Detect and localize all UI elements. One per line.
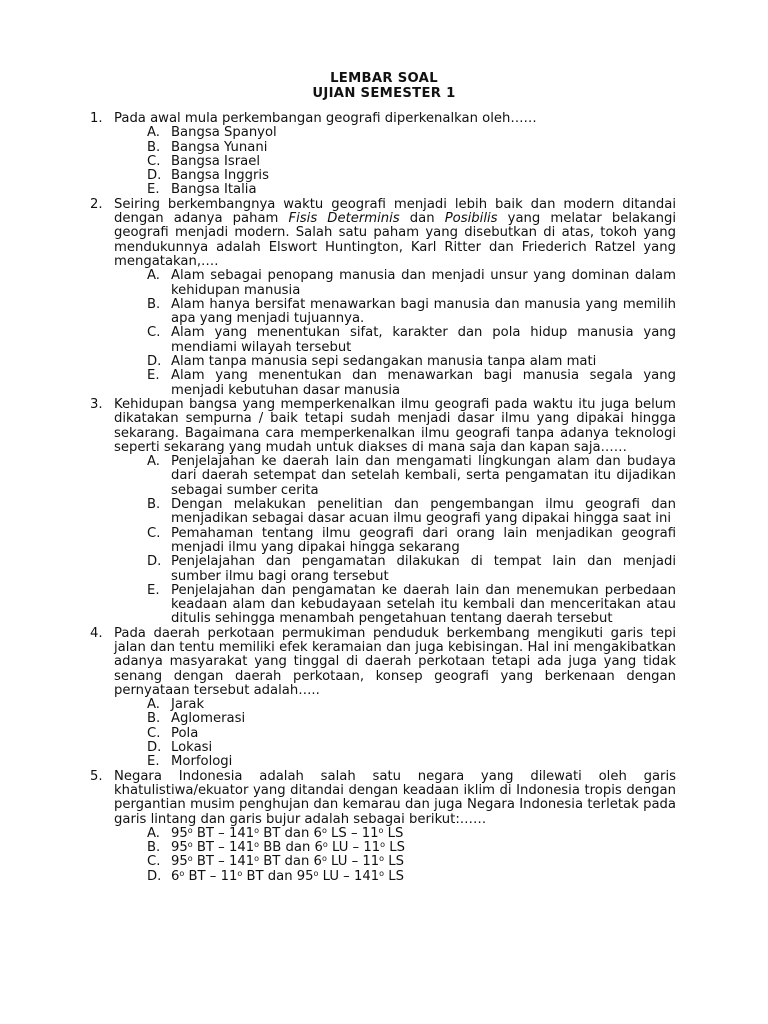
option-d: [114, 169, 676, 183]
coordinate-value: 95: [171, 854, 188, 870]
coordinate-value: 141: [228, 854, 255, 870]
option-letter: E.: [147, 182, 160, 198]
option-text: Dengan melakukan penelitian dan pengembangan ilmu geografi dan menjadikan sebagai dasar acuan ilmu geografi yang dipakai hingga saat ini: [171, 497, 676, 527]
option-text: Penjelajahan dan pengamatan ke daerah lain dan menemukan perbedaan keadaan alam dan kebudayaan setelah itu kembali dan menceritakan atau ditulis sehingga menambah pengetahuan tentang daerah tersebut: [171, 582, 676, 627]
option-letter: C.: [147, 525, 161, 541]
question-2: [90, 198, 676, 398]
degree-symbol: o: [378, 825, 384, 835]
coordinate-unit: LS –: [326, 825, 362, 841]
option-c: [114, 155, 676, 169]
option-text: Alam tanpa manusia sepi sedangakan manusia tanpa alam mati: [171, 354, 597, 370]
option-a: [114, 269, 676, 298]
degree-symbol: o: [380, 840, 386, 850]
degree-symbol: o: [254, 840, 260, 850]
degree-symbol: o: [254, 825, 260, 835]
coordinate-value: 11: [220, 868, 238, 884]
option-a: [114, 455, 676, 498]
option-letter: D.: [147, 868, 162, 884]
coordinate-value: 141: [228, 825, 255, 841]
option-text: Alam yang menentukan sifat, karakter dan pola hidup manusia yang mendiami wilayah tersebut: [171, 325, 676, 355]
option-text: Penjelajahan dan pengamatan dilakukan di tempat lain dan menjadi sumber ilmu bagi orang tersebut: [171, 554, 676, 584]
option-letter: A.: [147, 125, 160, 141]
question-1: [90, 112, 676, 198]
option-text: Alam sebagai penopang manusia dan menjadi unsur yang dominan dalam kehidupan manusia: [171, 268, 676, 298]
option-letter: E.: [147, 368, 160, 384]
question-number: 5.: [90, 768, 103, 784]
option-a: [114, 827, 676, 841]
option-text: Bangsa Israel: [171, 153, 261, 169]
option-letter: D.: [147, 740, 162, 756]
coordinate-value: 11: [363, 840, 381, 856]
coordinate-value: 141: [353, 868, 380, 884]
option-text: Lokasi: [171, 740, 213, 756]
question-5: [90, 770, 676, 884]
option-text: Alam yang menentukan dan menawarkan bagi manusia segala yang menjadi kebutuhan dasar manusia: [171, 368, 676, 398]
option-c: [114, 527, 676, 556]
option-letter: D.: [147, 554, 162, 570]
coordinate-value: 6: [314, 840, 323, 856]
option-letter: C.: [147, 153, 161, 169]
coordinate-value: 95: [171, 840, 188, 856]
option-text: [171, 854, 404, 869]
question-text: [114, 198, 676, 269]
degree-symbol: o: [379, 854, 385, 864]
coordinate-value: 95: [171, 825, 188, 841]
option-b: [114, 712, 676, 726]
question-text: Kehidupan bangsa yang memperkenalkan ilmu geografi pada waktu itu juga belum dikatakan sempurna / baik tetapi sudah menjadi dasar ilmu yang dipakai hingga sekarang. Bagaimana cara memperkenalkan ilmu geografi tanpa adanya teknologi seperti sekarang yang mudah untuk diakses di mana saja dan kapan saja……: [114, 396, 676, 455]
option-text: Morfologi: [171, 754, 233, 770]
degree-symbol: o: [313, 868, 319, 878]
option-e: [114, 755, 676, 769]
option-letter: E.: [147, 754, 160, 770]
degree-symbol: o: [237, 868, 243, 878]
coordinate-unit: BT –: [192, 825, 229, 841]
coordinate-unit: LU –: [318, 868, 354, 884]
option-letter: A.: [147, 697, 160, 713]
question-text-part: yang melatar belakangi geografi menjadi modern. Salah satu paham yang disebutkan di atas, tokoh yang mendukunnya adalah Elswort Huntington, Karl Ritter dan Friederich Ratzel yang mengatakan,….: [114, 211, 676, 269]
option-text: [171, 869, 404, 884]
coordinate-value: 95: [296, 868, 314, 884]
question-number: 3.: [90, 396, 103, 412]
option-letter: B.: [147, 840, 161, 856]
option-letter: C.: [147, 325, 161, 341]
coordinate-unit: LS: [384, 868, 404, 884]
option-b: [114, 498, 676, 527]
option-list: [114, 827, 676, 884]
option-b: [114, 841, 676, 855]
option-letter: B.: [147, 139, 161, 155]
option-letter: A.: [147, 268, 160, 284]
option-a: [114, 126, 676, 140]
coordinate-unit: LU –: [327, 840, 364, 856]
option-text: Bangsa Inggris: [171, 168, 269, 184]
option-list: [114, 269, 676, 398]
option-letter: A.: [147, 454, 160, 470]
option-text: Bangsa Spanyol: [171, 125, 277, 141]
option-list: [114, 455, 676, 627]
option-b: [114, 298, 676, 327]
coordinate-value: 11: [361, 825, 379, 841]
degree-symbol: o: [187, 825, 193, 835]
coordinate-unit: BT –: [184, 868, 221, 884]
option-text: Bangsa Yunani: [171, 139, 268, 155]
coordinate-unit: LU –: [326, 854, 363, 870]
coordinate-value: 141: [228, 840, 255, 856]
option-d: [114, 555, 676, 584]
coordinate-unit: BT –: [192, 840, 229, 856]
option-text: [171, 840, 405, 855]
option-letter: B.: [147, 296, 161, 312]
option-text: Alam hanya bersifat menawarkan bagi manusia dan manusia yang memilih apa yang menjadi tujuannya.: [171, 296, 676, 327]
coordinate-value: 6: [313, 825, 322, 841]
question-number: 1.: [90, 111, 103, 126]
coordinate-unit: BB dan: [259, 840, 315, 856]
coordinate-unit: LS: [383, 825, 404, 841]
option-letter: E.: [147, 582, 160, 598]
question-text-part: dan: [399, 211, 445, 227]
option-text: Pola: [171, 725, 199, 741]
degree-symbol: o: [379, 868, 385, 878]
degree-symbol: o: [321, 825, 327, 835]
option-letter: D.: [147, 168, 162, 184]
coordinate-value: 11: [362, 854, 380, 870]
option-text: Pemahaman tentang ilmu geografi dari orang lain menjadikan geografi menjadi ilmu yang dipakai hingga sekarang: [171, 525, 676, 555]
option-a: [114, 698, 676, 712]
option-d: [114, 355, 676, 369]
term-fisis-determinis: Fisis Determinis: [288, 211, 400, 227]
option-d: [114, 870, 676, 884]
coordinate-value: 6: [313, 854, 322, 870]
question-text: Pada daerah perkotaan permukiman penduduk berkembang mengikuti garis tepi jalan dan tentu memiliki efek keramaian dan juga kebisingan. Hal ini mengakibatkan adanya masyarakat yang tinggal di daerah perkotaan tetapi ada juga yang tidak senang dengan daerah perkotaan, konsep geografi yang berkenaan dengan pernyataan tersebut adalah…..: [114, 625, 676, 698]
option-b: [114, 141, 676, 155]
option-d: [114, 741, 676, 755]
degree-symbol: o: [187, 854, 193, 864]
option-letter: D.: [147, 354, 162, 370]
question-3: [90, 398, 676, 627]
option-text: Jarak: [171, 697, 205, 713]
option-e: [114, 183, 676, 197]
term-posibilis: Posibilis: [444, 211, 498, 227]
option-letter: A.: [147, 825, 160, 841]
option-c: [114, 326, 676, 355]
coordinate-unit: LS: [384, 854, 404, 870]
coordinate-value: 6: [171, 868, 180, 884]
option-e: [114, 584, 676, 627]
question-text: Pada awal mula perkembangan geografi diperkenalkan oleh……: [114, 111, 537, 126]
coordinate-unit: BT –: [192, 854, 229, 870]
option-list: [114, 698, 676, 769]
coordinate-unit: LS: [385, 840, 405, 856]
option-text: Bangsa Italia: [171, 182, 257, 198]
page-title: LEMBAR SOAL: [330, 71, 438, 86]
option-e: [114, 369, 676, 398]
question-4: [90, 627, 676, 770]
question-list: [90, 112, 676, 884]
option-text: Aglomerasi: [171, 711, 246, 727]
degree-symbol: o: [187, 840, 193, 850]
coordinate-unit: BT dan: [259, 825, 314, 841]
option-text: [171, 826, 403, 841]
option-letter: B.: [147, 497, 161, 513]
question-text-part: Seiring berkembangnya waktu geografi menjadi lebih baik dan modern ditandai dengan adanya paham: [114, 196, 676, 227]
degree-symbol: o: [179, 868, 185, 878]
option-text: Penjelajahan ke daerah lain dan mengamati lingkungan alam dan budaya dari daerah setempat dan setelah kembali, serta pengamatan itu dijadikan sebagai sumber cerita: [171, 454, 676, 498]
question-text: Negara Indonesia adalah salah satu negara yang dilewati oleh garis khatulistiwa/ekuator yang ditandai dengan keadaan iklim di Indonesia tropis dengan pergantian musim penghujan dan kemarau dan juga Negara Indonesia terletak pada garis lintang dan garis bujur adalah sebagai berikut:……: [114, 768, 676, 827]
degree-symbol: o: [322, 840, 328, 850]
option-c: [114, 727, 676, 741]
option-c: [114, 855, 676, 869]
option-letter: C.: [147, 725, 161, 741]
page-subtitle: UJIAN SEMESTER 1: [312, 86, 456, 101]
question-number: 4.: [90, 625, 103, 641]
option-letter: C.: [147, 854, 161, 870]
question-number: 2.: [90, 196, 103, 212]
coordinate-unit: BT dan: [242, 868, 297, 884]
option-letter: B.: [147, 711, 161, 727]
degree-symbol: o: [254, 854, 260, 864]
degree-symbol: o: [321, 854, 327, 864]
option-list: [114, 126, 676, 197]
coordinate-unit: BT dan: [259, 854, 314, 870]
